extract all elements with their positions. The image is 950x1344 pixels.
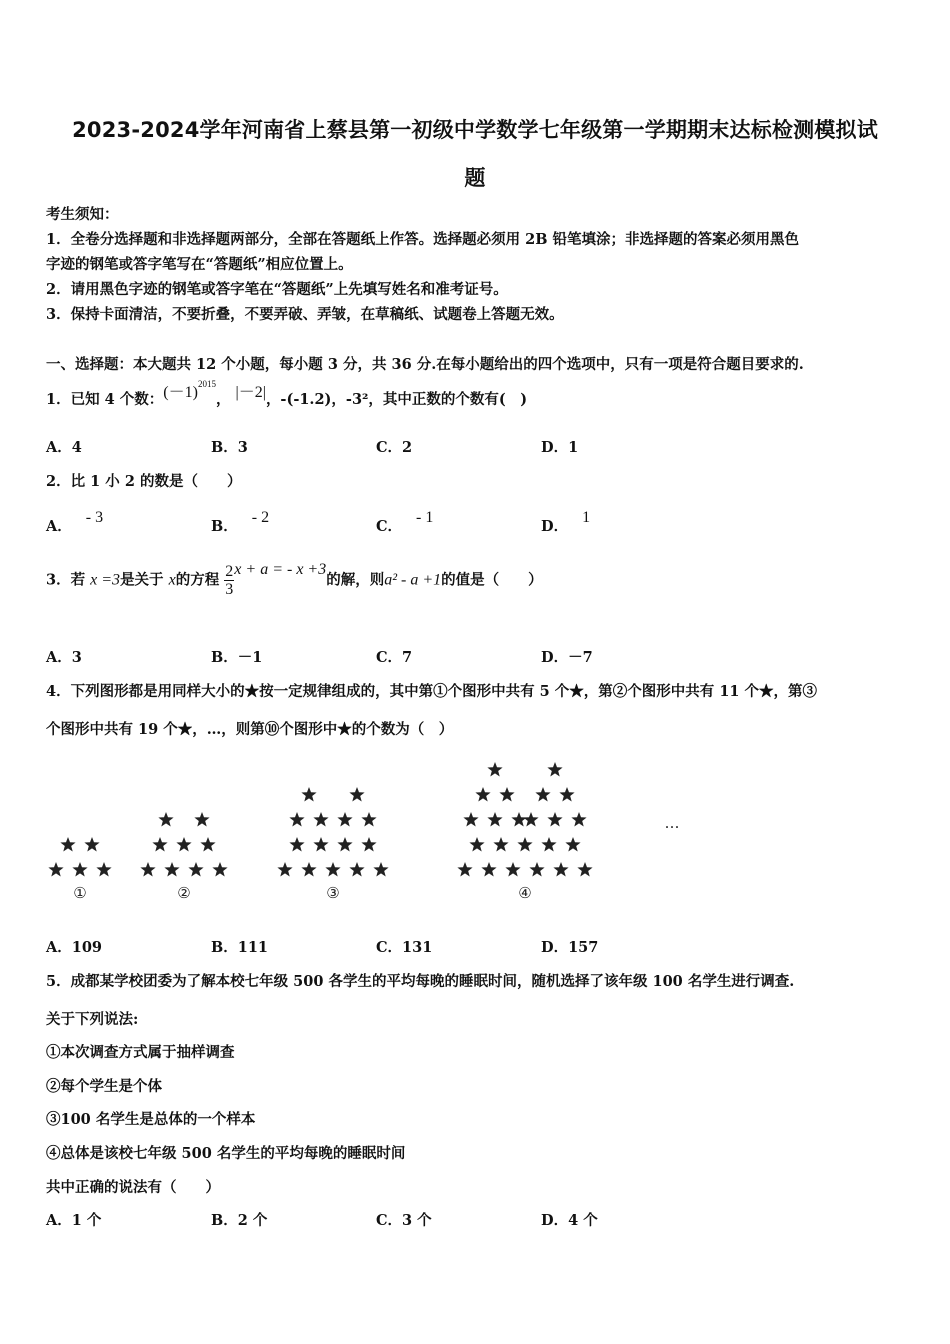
q2-option-d-label: D． bbox=[541, 518, 569, 535]
q5-option-d[interactable]: D．4 个 bbox=[541, 1212, 598, 1229]
star-icon bbox=[84, 837, 99, 852]
q3-equation: x + a = - x +3 bbox=[234, 560, 327, 578]
q3-fraction bbox=[224, 563, 234, 598]
star-icon bbox=[176, 837, 191, 852]
q3-text-5: 的值是（ ） bbox=[441, 571, 543, 589]
q3-option-c[interactable]: C．7 bbox=[376, 649, 413, 666]
figure-label: ③ bbox=[326, 884, 340, 902]
star-icon bbox=[96, 862, 111, 877]
star-icon bbox=[571, 812, 586, 827]
star-icon bbox=[313, 812, 328, 827]
star-icon bbox=[277, 862, 292, 877]
notice-item-2: 2．请用黑色字迹的钢笔或答字笔在“答题纸”上先填写姓名和准考证号。 bbox=[46, 281, 508, 298]
star-icon bbox=[529, 862, 544, 877]
q5-option-c[interactable]: C．3 个 bbox=[376, 1212, 432, 1229]
q2-option-a-value: - 3 bbox=[85, 509, 104, 526]
exam-title: 2023-2024学年河南省上蔡县第一初级中学数学七年级第一学期期末达标检测模拟试 bbox=[72, 118, 878, 142]
star-icon bbox=[487, 812, 502, 827]
q2-option-b-value: - 2 bbox=[251, 509, 270, 526]
star-icon bbox=[523, 812, 538, 827]
notice-heading: 考生须知： bbox=[46, 206, 119, 223]
star-icon bbox=[577, 862, 592, 877]
star-icon bbox=[517, 837, 532, 852]
q3-text-1: 3．若 bbox=[46, 571, 86, 589]
q3-option-b[interactable]: B．－1 bbox=[211, 649, 263, 666]
notice-item-3: 3．保持卡面清洁，不要折叠，不要弄破、弄皱，在草稿纸、试题卷上答题无效。 bbox=[46, 306, 564, 323]
q1-option-c[interactable]: C．2 bbox=[376, 439, 413, 456]
star-icon bbox=[164, 862, 179, 877]
star-icon bbox=[481, 862, 496, 877]
q3-option-a[interactable]: A．3 bbox=[46, 649, 82, 666]
section-heading: 一、选择题：本大题共 12 个小题，每小题 3 分，共 36 分.在每小题给出的四个选项中，只有一项是符合题目要求的. bbox=[46, 356, 804, 373]
star-icon bbox=[499, 787, 514, 802]
q4-option-c[interactable]: C．131 bbox=[376, 939, 433, 956]
star-icon bbox=[72, 862, 87, 877]
q2-option-d-value: 1 bbox=[582, 509, 591, 526]
star-icon bbox=[469, 837, 484, 852]
figure-label: ④ bbox=[518, 884, 532, 902]
star-icon bbox=[48, 862, 63, 877]
q1-exponent: 2015 bbox=[197, 379, 216, 389]
star-icon bbox=[194, 812, 209, 827]
q1-option-d[interactable]: D．1 bbox=[541, 439, 579, 456]
q1-base: (－1) bbox=[163, 384, 198, 401]
q1-prefix: 1．已知 4 个数： bbox=[46, 391, 164, 408]
q1-expr-power bbox=[163, 379, 216, 401]
star-icon bbox=[60, 837, 75, 852]
star-icon bbox=[289, 837, 304, 852]
q5-statement-4: ④总体是该校七年级 500 名学生的平均每晚的睡眠时间 bbox=[46, 1145, 406, 1162]
q4-option-d[interactable]: D．157 bbox=[541, 939, 599, 956]
q1-option-b[interactable]: B．3 bbox=[211, 439, 248, 456]
question-4-line-1: 4．下列图形都是用同样大小的★按一定规律组成的，其中第①个图形中共有 5 个★，第②个图形中共有 11 个★，第③ bbox=[46, 683, 818, 700]
star-icon bbox=[505, 862, 520, 877]
star-icon bbox=[457, 862, 472, 877]
exam-title-continued: 题 bbox=[464, 166, 486, 190]
star-icon bbox=[373, 862, 388, 877]
q3-condition: x =3 bbox=[90, 571, 121, 589]
q3-text-4: 的解，则 bbox=[326, 571, 385, 589]
star-icon bbox=[301, 862, 316, 877]
star-icon bbox=[325, 862, 340, 877]
star-icon bbox=[349, 862, 364, 877]
q3-fraction-numerator: 2 bbox=[225, 563, 234, 580]
q2-option-c[interactable] bbox=[376, 509, 434, 536]
question-1 bbox=[46, 379, 528, 409]
q3-text-2: 是关于 bbox=[120, 571, 164, 589]
star-icon bbox=[289, 812, 304, 827]
q5-option-b[interactable]: B．2 个 bbox=[211, 1212, 268, 1229]
star-icon bbox=[547, 812, 562, 827]
q3-expression: a² - a +1 bbox=[384, 571, 442, 589]
star-icon bbox=[565, 837, 580, 852]
question-3 bbox=[46, 560, 543, 598]
q5-intro: 关于下列说法: bbox=[46, 1011, 139, 1028]
star-pattern-figures bbox=[0, 750, 950, 910]
star-icon bbox=[463, 812, 478, 827]
q2-option-a[interactable] bbox=[46, 509, 104, 536]
star-icon bbox=[541, 837, 556, 852]
star-icon bbox=[361, 812, 376, 827]
figure-label: ② bbox=[177, 884, 191, 902]
star-icon bbox=[511, 812, 526, 827]
q3-fraction-denominator: 3 bbox=[225, 581, 234, 598]
q5-option-a[interactable]: A．1 个 bbox=[46, 1212, 102, 1229]
star-icon bbox=[188, 862, 203, 877]
star-icon bbox=[212, 862, 227, 877]
q2-option-b-label: B． bbox=[211, 518, 238, 535]
q3-option-d[interactable]: D．－7 bbox=[541, 649, 593, 666]
star-icon bbox=[475, 787, 490, 802]
q5-statement-1: ①本次调查方式属于抽样调查 bbox=[46, 1044, 235, 1061]
q2-option-c-label: C． bbox=[376, 518, 403, 535]
star-icon bbox=[361, 837, 376, 852]
q1-expr-abs: |－2| bbox=[235, 384, 266, 401]
q2-option-c-value: - 1 bbox=[416, 509, 434, 526]
q1-sep: ， bbox=[215, 391, 231, 408]
q5-question: 共中正确的说法有（ ） bbox=[46, 1179, 220, 1196]
star-icon bbox=[313, 837, 328, 852]
star-icon bbox=[337, 837, 352, 852]
star-icon bbox=[140, 862, 155, 877]
question-4-line-2: 个图形中共有 19 个★，…，则第⑩个图形中★的个数为（ ） bbox=[46, 721, 454, 738]
q1-rest: ，-(-1.2)，-3²，其中正数的个数有( ) bbox=[265, 391, 528, 408]
q3-variable: x bbox=[168, 571, 176, 589]
star-icon bbox=[337, 812, 352, 827]
q4-option-b[interactable]: B．111 bbox=[211, 939, 269, 956]
q2-option-b[interactable] bbox=[211, 509, 270, 536]
star-icon bbox=[158, 812, 173, 827]
star-icon bbox=[535, 787, 550, 802]
figure-ellipsis: … bbox=[664, 814, 680, 832]
notice-item-1: 1．全卷分选择题和非选择题两部分，全部在答题纸上作答。选择题必须用 2B 铅笔填涂；非选择题的答案必须用黑色 bbox=[46, 231, 800, 248]
star-icon bbox=[493, 837, 508, 852]
figure-label: ① bbox=[73, 884, 87, 902]
star-icon bbox=[152, 837, 167, 852]
star-icon bbox=[200, 837, 215, 852]
question-5: 5．成都某学校团委为了解本校七年级 500 各学生的平均每晚的睡眠时间，随机选择了该年级 100 名学生进行调查. bbox=[46, 973, 795, 990]
star-icon bbox=[301, 787, 316, 802]
q1-option-a[interactable]: A．4 bbox=[46, 439, 82, 456]
q5-statement-2: ②每个学生是个体 bbox=[46, 1078, 162, 1095]
q5-statement-3: ③100 名学生是总体的一个样本 bbox=[46, 1111, 256, 1128]
notice-item-1-cont: 字迹的钢笔或答字笔写在“答题纸”相应位置上。 bbox=[46, 256, 353, 273]
q3-text-3: 的方程 bbox=[175, 571, 220, 589]
q4-option-a[interactable]: A．109 bbox=[46, 939, 103, 956]
star-icon bbox=[547, 762, 562, 777]
question-2: 2．比 1 小 2 的数是（ ） bbox=[46, 473, 242, 490]
q2-option-d[interactable] bbox=[541, 509, 591, 536]
star-icon bbox=[559, 787, 574, 802]
q2-option-a-label: A． bbox=[46, 518, 72, 535]
star-icon bbox=[349, 787, 364, 802]
star-icon bbox=[553, 862, 568, 877]
star-icon bbox=[487, 762, 502, 777]
